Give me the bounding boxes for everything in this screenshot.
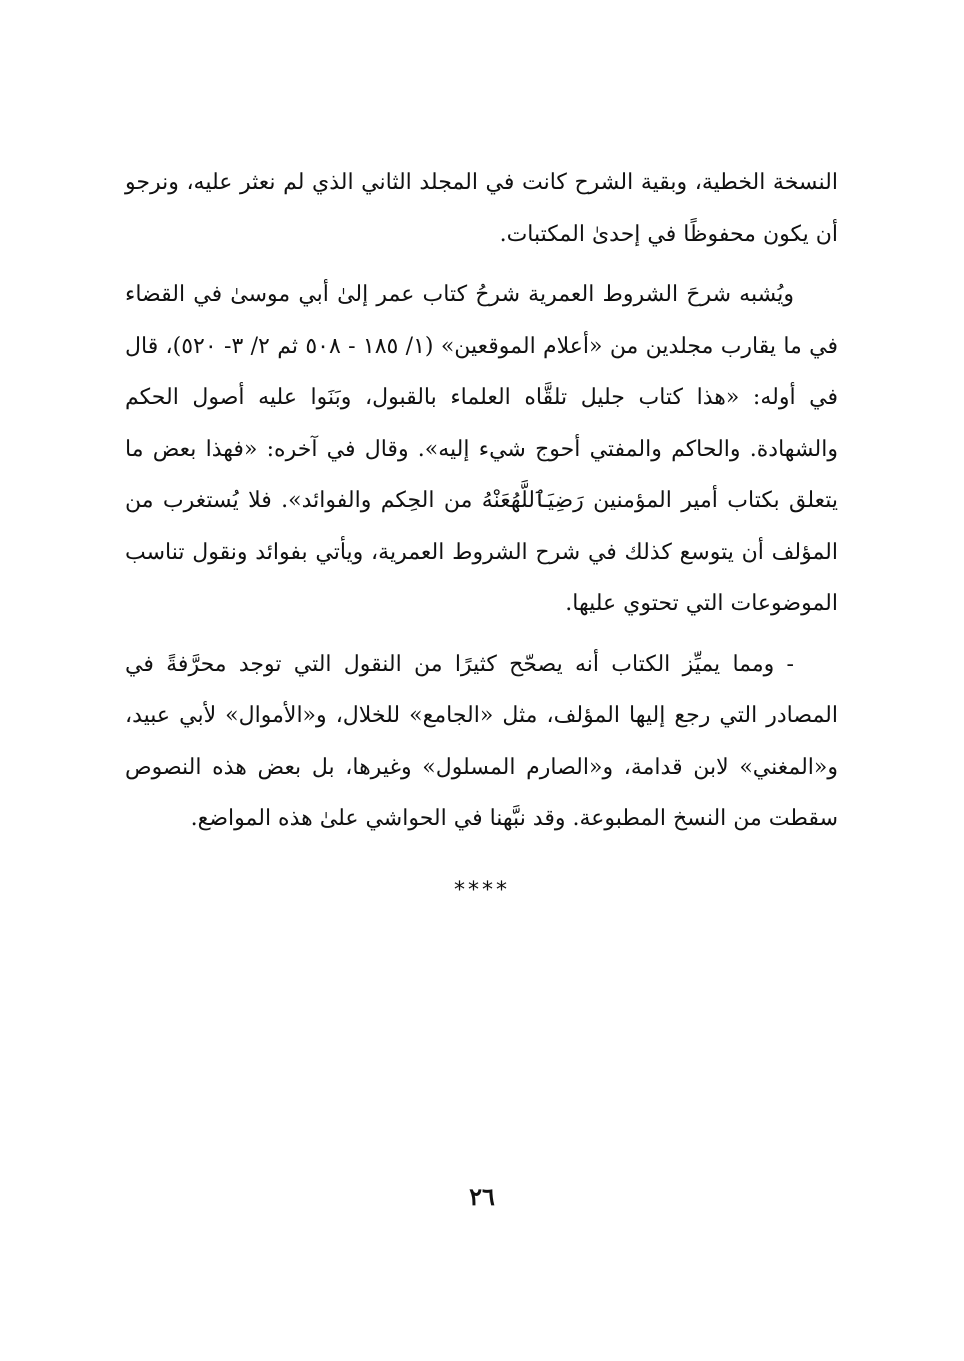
page-number: ٢٦ bbox=[469, 1182, 495, 1211]
section-separator: **** bbox=[454, 878, 510, 903]
paragraph-2: ويُشبه شرحَ الشروط العمرية شرحُ كتاب عمر إلىٰ أبي موسىٰ في القضاء في ما يقارب مجلدين من «أعلام الموقعين» (١/ ١٨٥ - ٥٠٨ ثم ٢/ ٣- ٥٢٠)، قال في أوله: «هذا كتاب جليل تلقَّاه العلماء بالقبول، وبَنَوا عليه أصول الحكم والشهادة. والحاكم والمفتي أحوج شيء إليه». وقال في آخره: «فهذا بعض ما يتعلق بكتاب أمير المؤمنين رَضِيَٱللَّهُعَنْهُ من الحِكم والفوائد». فلا يُستغرب من المؤلف أن يتوسع كذلك في شرح الشروط العمرية، ويأتي بفوائد ونقول تناسب الموضوعات التي تحتوي عليها. bbox=[125, 282, 838, 616]
body-text bbox=[125, 157, 838, 854]
paragraph-1: النسخة الخطية، وبقية الشرح كانت في المجلد الثاني الذي لم نعثر عليه، ونرجو أن يكون محفوظًا في إحدىٰ المكتبات. bbox=[125, 170, 838, 247]
paragraph-3: - ومما يميِّز الكتاب أنه يصحّح كثيرًا من النقول التي توجد محرَّفةً في المصادر التي رجع إليها المؤلف، مثل «الجامع» للخلال، و«الأموال» لأبي عبيد، و«المغني» لابن قدامة، و«الصارم المسلول» وغيرها، بل بعض هذه النصوص سقطت من النسخ المطبوعة. وقد نبَّهنا في الحواشي علىٰ هذه المواضع. bbox=[125, 651, 838, 831]
